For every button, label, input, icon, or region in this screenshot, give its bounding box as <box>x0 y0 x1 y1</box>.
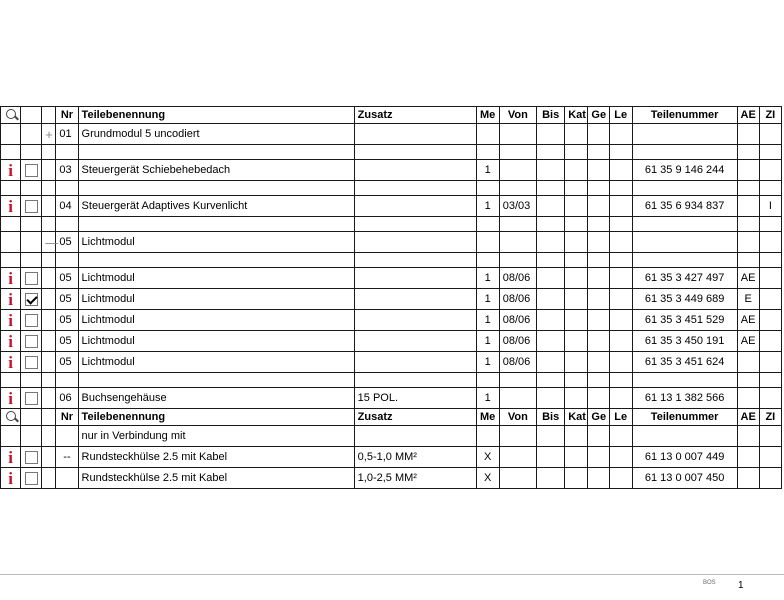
cell-von: 08/06 <box>499 289 536 310</box>
cell-von: 08/06 <box>499 331 536 352</box>
collapse-icon[interactable]: — <box>42 232 56 253</box>
cell-zusatz: 15 POL. <box>354 388 476 409</box>
cell-teilenummer: 61 35 3 451 529 <box>632 310 737 331</box>
row-checkbox[interactable] <box>25 200 38 213</box>
cell-nr: 01 <box>56 124 78 145</box>
cell-me: 1 <box>476 160 499 181</box>
cell-name: Lichtmodul <box>78 310 354 331</box>
row-checkbox[interactable] <box>25 472 38 485</box>
col-ge-header[interactable]: Ge <box>588 409 609 426</box>
info-button[interactable] <box>1 447 21 468</box>
info-button[interactable] <box>1 388 21 409</box>
page-number: 1 <box>738 580 744 591</box>
cell-me: 1 <box>476 388 499 409</box>
info-button[interactable] <box>1 331 21 352</box>
row-checkbox[interactable] <box>25 272 38 285</box>
table-header-row <box>1 107 782 124</box>
cell-teilenummer: 61 35 3 449 689 <box>632 289 737 310</box>
col-nr-header[interactable]: Nr <box>56 409 78 426</box>
cell-ae: AE <box>737 310 759 331</box>
row-checkbox[interactable] <box>25 335 38 348</box>
cell-me: 1 <box>476 352 499 373</box>
row-checkbox[interactable] <box>25 164 38 177</box>
info-button[interactable] <box>1 352 21 373</box>
table-row[interactable] <box>1 124 782 145</box>
cell-name: Rundsteckhülse 2.5 mit Kabel <box>78 468 354 489</box>
row-checkbox-checked[interactable] <box>25 293 38 306</box>
spacer-row <box>1 145 782 160</box>
cell-von: 08/06 <box>499 352 536 373</box>
cell-nr: -- <box>56 447 78 468</box>
row-checkbox[interactable] <box>25 451 38 464</box>
row-checkbox[interactable] <box>25 356 38 369</box>
cell-nr: 05 <box>56 268 78 289</box>
col-ae-header[interactable]: AE <box>737 107 759 124</box>
cell-zusatz: 0,5-1,0 MM² <box>354 447 476 468</box>
cell-von: 08/06 <box>499 268 536 289</box>
cell-teilenummer: 61 13 1 382 566 <box>632 388 737 409</box>
cell-ae: E <box>737 289 759 310</box>
info-icon: i <box>8 196 13 216</box>
spacer-row <box>1 253 782 268</box>
footer-divider <box>0 574 784 575</box>
table-row[interactable] <box>1 289 782 310</box>
cell-name: nur in Verbindung mit <box>78 426 354 447</box>
cell-name: Rundsteckhülse 2.5 mit Kabel <box>78 447 354 468</box>
col-zi-header[interactable]: ZI <box>759 107 781 124</box>
info-button[interactable] <box>1 268 21 289</box>
col-me-header[interactable]: Me <box>476 409 499 426</box>
cell-name: Steuergerät Schiebehebedach <box>78 160 354 181</box>
col-bis-header[interactable]: Bis <box>537 107 565 124</box>
row-checkbox[interactable] <box>25 392 38 405</box>
cell-teilenummer: 61 35 9 146 244 <box>632 160 737 181</box>
cell-name: Lichtmodul <box>78 289 354 310</box>
cell-nr: 05 <box>56 232 78 253</box>
row-checkbox[interactable] <box>25 314 38 327</box>
cell-me: X <box>476 468 499 489</box>
col-ge-header[interactable]: Ge <box>588 107 609 124</box>
col-me-header[interactable]: Me <box>476 107 499 124</box>
col-kat-header[interactable]: Kat <box>565 107 588 124</box>
cell-name: Lichtmodul <box>78 331 354 352</box>
cell-nr: 05 <box>56 331 78 352</box>
cell-name: Grundmodul 5 uncodiert <box>78 124 354 145</box>
table-row[interactable] <box>1 447 782 468</box>
cell-name: Lichtmodul <box>78 232 354 253</box>
spacer-row <box>1 181 782 196</box>
cell-von: 03/03 <box>499 196 536 217</box>
expand-icon[interactable]: + <box>42 124 56 145</box>
cell-teilenummer: 61 35 6 934 837 <box>632 196 737 217</box>
magnifier-icon <box>6 109 16 119</box>
table-row[interactable] <box>1 232 782 253</box>
search-column-button[interactable] <box>1 409 21 426</box>
table-row[interactable] <box>1 331 782 352</box>
info-icon: i <box>8 268 13 288</box>
table-row[interactable] <box>1 160 782 181</box>
col-name-header[interactable]: Teilebenennung <box>78 409 354 426</box>
table-row[interactable] <box>1 310 782 331</box>
cell-nr: 05 <box>56 289 78 310</box>
cell-teilenummer: 61 35 3 450 191 <box>632 331 737 352</box>
cell-von: 08/06 <box>499 310 536 331</box>
table-row[interactable] <box>1 468 782 489</box>
spacer-row <box>1 373 782 388</box>
footer-code: BOS <box>703 580 716 586</box>
info-icon: i <box>8 331 13 351</box>
spacer-row <box>1 217 782 232</box>
info-icon: i <box>8 352 13 372</box>
cell-teilenummer: 61 35 3 451 624 <box>632 352 737 373</box>
col-name-header[interactable]: Teilebenennung <box>78 107 354 124</box>
col-zusatz-header[interactable]: Zusatz <box>354 409 476 426</box>
col-zusatz-header[interactable]: Zusatz <box>354 107 476 124</box>
cell-teilenummer: 61 13 0 007 450 <box>632 468 737 489</box>
col-zi-header[interactable]: ZI <box>759 409 781 426</box>
parts-table-viewport[interactable] <box>0 106 784 492</box>
info-button[interactable] <box>1 468 21 489</box>
col-ae-header[interactable]: AE <box>737 409 759 426</box>
cell-ae: AE <box>737 268 759 289</box>
cell-me: X <box>476 447 499 468</box>
info-icon: i <box>8 447 13 467</box>
info-icon: i <box>8 388 13 408</box>
search-column-button[interactable] <box>1 107 21 124</box>
info-button[interactable] <box>1 310 21 331</box>
table-header-row-repeat <box>1 409 782 426</box>
cell-name: Lichtmodul <box>78 268 354 289</box>
cell-me: 1 <box>476 331 499 352</box>
table-row[interactable] <box>1 196 782 217</box>
cell-zi: I <box>759 196 781 217</box>
cell-me: 1 <box>476 289 499 310</box>
cell-nr: 03 <box>56 160 78 181</box>
col-von-header[interactable]: Von <box>499 107 536 124</box>
info-button[interactable] <box>1 289 21 310</box>
col-nr-header[interactable]: Nr <box>56 107 78 124</box>
cell-me: 1 <box>476 268 499 289</box>
info-icon: i <box>8 160 13 180</box>
col-von-header[interactable]: Von <box>499 409 536 426</box>
cell-name: Lichtmodul <box>78 352 354 373</box>
cell-nr: 05 <box>56 352 78 373</box>
cell-me: 1 <box>476 310 499 331</box>
info-icon: i <box>8 468 13 488</box>
magnifier-icon <box>6 411 16 421</box>
cell-name: Buchsengehäuse <box>78 388 354 409</box>
table-row[interactable] <box>1 352 782 373</box>
col-le-header[interactable]: Le <box>609 107 632 124</box>
col-kat-header[interactable]: Kat <box>565 409 588 426</box>
info-button[interactable] <box>1 160 21 181</box>
col-le-header[interactable]: Le <box>609 409 632 426</box>
col-teilenummer-header[interactable]: Teilenummer <box>632 107 737 124</box>
cell-nr: 05 <box>56 310 78 331</box>
info-button[interactable] <box>1 196 21 217</box>
info-icon: i <box>8 289 13 309</box>
table-row-note <box>1 426 782 447</box>
col-bis-header[interactable]: Bis <box>537 409 565 426</box>
cell-teilenummer: 61 35 3 427 497 <box>632 268 737 289</box>
cell-nr: 04 <box>56 196 78 217</box>
col-teilenummer-header[interactable]: Teilenummer <box>632 409 737 426</box>
cell-teilenummer: 61 13 0 007 449 <box>632 447 737 468</box>
table-row[interactable] <box>1 388 782 409</box>
info-icon: i <box>8 310 13 330</box>
cell-name: Steuergerät Adaptives Kurvenlicht <box>78 196 354 217</box>
table-row[interactable] <box>1 268 782 289</box>
cell-me: 1 <box>476 196 499 217</box>
cell-nr: 06 <box>56 388 78 409</box>
parts-table <box>0 106 782 489</box>
cell-zusatz: 1,0-2,5 MM² <box>354 468 476 489</box>
cell-ae: AE <box>737 331 759 352</box>
